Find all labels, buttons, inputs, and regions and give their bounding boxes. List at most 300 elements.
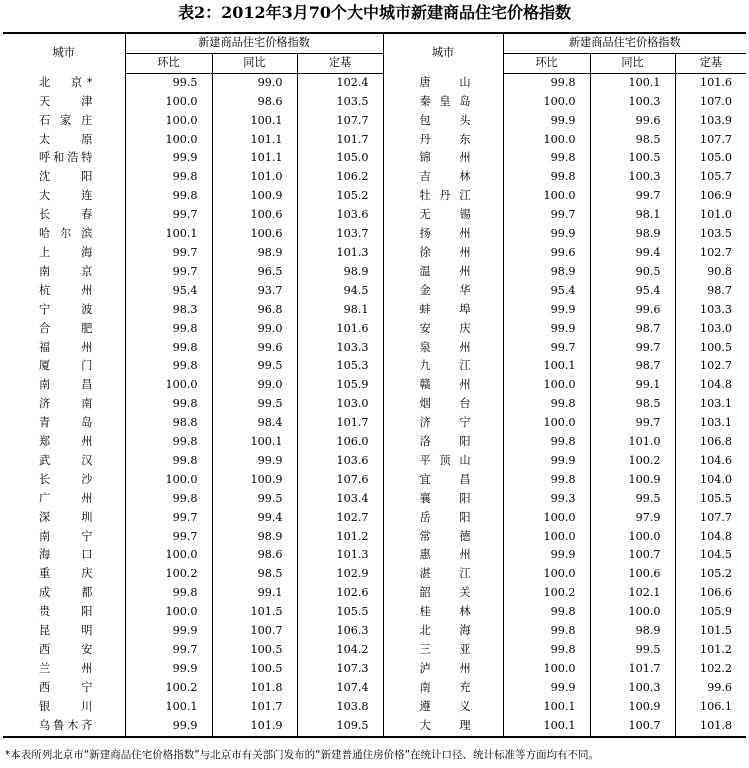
left-mom-cell: 100.2 <box>125 565 212 584</box>
left-yoy-cell: 98.4 <box>212 414 297 433</box>
left-base-cell: 105.9 <box>297 376 383 395</box>
right-mom-cell: 100.0 <box>503 565 590 584</box>
right-base-cell: 105.5 <box>675 490 746 509</box>
right-base-cell: 103.1 <box>675 414 746 433</box>
right-base-cell: 98.7 <box>675 282 746 301</box>
right-city-cell: 温 州 <box>383 263 503 282</box>
left-yoy-cell: 101.5 <box>212 603 297 622</box>
right-mom-cell: 99.8 <box>503 149 590 168</box>
left-mom-cell: 99.8 <box>125 187 212 206</box>
right-yoy-cell: 99.7 <box>590 414 675 433</box>
right-base-cell: 103.1 <box>675 395 746 414</box>
left-city-cell: 天 津 <box>39 94 93 108</box>
right-yoy-cell: 100.5 <box>590 149 675 168</box>
right-mom-cell: 100.1 <box>503 357 590 376</box>
right-yoy-cell: 99.7 <box>590 339 675 358</box>
index-group-header-right: 新建商品住宅价格指数 <box>503 33 746 53</box>
table-row <box>3 187 746 206</box>
right-city-cell: 秦皇岛 <box>383 93 503 112</box>
base-header-left: 定基 <box>297 53 383 73</box>
left-yoy-cell: 99.6 <box>212 339 297 358</box>
right-mom-cell: 100.1 <box>503 717 590 737</box>
left-base-cell: 101.3 <box>297 546 383 565</box>
left-city-cell: 杭 州 <box>39 283 93 297</box>
right-base-cell: 105.9 <box>675 603 746 622</box>
left-yoy-cell: 96.8 <box>212 301 297 320</box>
left-city-cell: 大 连 <box>39 189 93 203</box>
right-yoy-cell: 100.7 <box>590 717 675 737</box>
table-row <box>3 263 746 282</box>
table-row <box>3 357 746 376</box>
city-header-left: 城市 <box>3 33 125 73</box>
left-yoy-cell: 98.9 <box>212 244 297 263</box>
left-base-cell: 102.9 <box>297 565 383 584</box>
right-mom-cell: 100.0 <box>503 93 590 112</box>
right-base-cell: 104.8 <box>675 528 746 547</box>
city-header-right: 城市 <box>383 33 503 73</box>
left-yoy-cell: 99.0 <box>212 320 297 339</box>
left-mom-cell: 100.0 <box>125 471 212 490</box>
left-mom-cell: 99.8 <box>125 168 212 187</box>
left-yoy-cell: 99.5 <box>212 490 297 509</box>
right-mom-cell: 100.0 <box>503 131 590 150</box>
left-yoy-cell: 100.6 <box>212 225 297 244</box>
right-yoy-cell: 97.9 <box>590 509 675 528</box>
left-city-cell: 南 京 <box>39 264 93 278</box>
left-mom-cell: 99.9 <box>125 149 212 168</box>
left-city-cell: 厦 门 <box>39 359 93 373</box>
right-yoy-cell: 100.7 <box>590 546 675 565</box>
right-yoy-cell: 100.9 <box>590 471 675 490</box>
left-mom-cell: 95.4 <box>125 282 212 301</box>
left-base-cell: 102.6 <box>297 584 383 603</box>
right-city-cell: 扬 州 <box>383 225 503 244</box>
left-yoy-cell: 99.0 <box>212 73 297 92</box>
right-yoy-cell: 98.5 <box>590 395 675 414</box>
right-base-cell: 102.2 <box>675 660 746 679</box>
left-mom-cell: 100.0 <box>125 376 212 395</box>
right-yoy-cell: 100.3 <box>590 93 675 112</box>
right-yoy-cell: 98.5 <box>590 131 675 150</box>
right-city-cell: 惠 州 <box>383 546 503 565</box>
right-base-cell: 104.5 <box>675 546 746 565</box>
left-mom-cell: 99.8 <box>125 395 212 414</box>
right-base-cell: 104.0 <box>675 471 746 490</box>
right-yoy-cell: 100.0 <box>590 603 675 622</box>
left-base-cell: 107.6 <box>297 471 383 490</box>
table-row <box>3 73 746 92</box>
right-city-cell: 襄 阳 <box>383 490 503 509</box>
table-title: 表2：2012年3月70个大中城市新建商品住宅价格指数 <box>177 3 572 22</box>
right-mom-cell: 98.9 <box>503 263 590 282</box>
left-mom-cell: 99.7 <box>125 263 212 282</box>
left-yoy-cell: 96.5 <box>212 263 297 282</box>
left-mom-cell: 99.7 <box>125 206 212 225</box>
right-yoy-cell: 99.5 <box>590 490 675 509</box>
right-city-cell: 丹 东 <box>383 131 503 150</box>
left-city-cell: 哈尔滨 <box>39 227 93 241</box>
left-mom-cell: 99.9 <box>125 717 212 737</box>
left-mom-cell: 99.7 <box>125 244 212 263</box>
left-base-cell: 106.3 <box>297 622 383 641</box>
left-yoy-cell: 99.0 <box>212 376 297 395</box>
left-city-cell: 呼和浩特 <box>39 151 93 165</box>
right-yoy-cell: 98.7 <box>590 357 675 376</box>
table-row <box>3 225 746 244</box>
left-yoy-cell: 101.1 <box>212 131 297 150</box>
right-yoy-cell: 99.7 <box>590 187 675 206</box>
right-city-cell: 遵 义 <box>383 698 503 717</box>
table-row <box>3 509 746 528</box>
left-base-cell: 103.6 <box>297 452 383 471</box>
table-row <box>3 244 746 263</box>
right-city-cell: 烟 台 <box>383 395 503 414</box>
right-mom-cell: 99.7 <box>503 339 590 358</box>
right-base-cell: 101.6 <box>675 73 746 92</box>
right-base-cell: 103.5 <box>675 225 746 244</box>
right-mom-cell: 99.9 <box>503 320 590 339</box>
right-city-cell: 牡丹江 <box>383 187 503 206</box>
left-city-cell: 长 春 <box>39 208 93 222</box>
right-mom-cell: 100.0 <box>503 187 590 206</box>
left-base-cell: 103.8 <box>297 698 383 717</box>
left-yoy-cell: 93.7 <box>212 282 297 301</box>
left-city-cell: 沈 阳 <box>39 170 93 184</box>
left-mom-cell: 100.1 <box>125 698 212 717</box>
table-row <box>3 395 746 414</box>
table-row <box>3 603 746 622</box>
right-city-cell: 赣 州 <box>383 376 503 395</box>
right-city-cell: 徐 州 <box>383 244 503 263</box>
table-row <box>3 414 746 433</box>
left-city-cell: 福 州 <box>39 340 93 354</box>
right-mom-cell: 99.9 <box>503 301 590 320</box>
left-city-cell: 长 沙 <box>39 472 93 486</box>
left-city-cell: 海 口 <box>39 548 93 562</box>
right-yoy-cell: 101.7 <box>590 660 675 679</box>
left-mom-cell: 99.8 <box>125 584 212 603</box>
table-row <box>3 641 746 660</box>
right-mom-cell: 99.9 <box>503 225 590 244</box>
left-base-cell: 98.1 <box>297 301 383 320</box>
left-mom-cell: 99.8 <box>125 490 212 509</box>
left-base-cell: 101.2 <box>297 528 383 547</box>
table-row <box>3 282 746 301</box>
left-city-cell: 郑 州 <box>39 435 93 449</box>
right-city-cell: 吉 林 <box>383 168 503 187</box>
base-header-right: 定基 <box>675 53 746 73</box>
left-city-cell: 石家庄 <box>39 113 93 127</box>
right-city-cell: 包 头 <box>383 112 503 131</box>
right-yoy-cell: 100.3 <box>590 168 675 187</box>
left-base-cell: 101.6 <box>297 320 383 339</box>
right-yoy-cell: 99.6 <box>590 301 675 320</box>
right-city-cell: 安 庆 <box>383 320 503 339</box>
left-yoy-cell: 101.0 <box>212 168 297 187</box>
left-base-cell: 94.5 <box>297 282 383 301</box>
right-base-cell: 103.9 <box>675 112 746 131</box>
left-mom-cell: 99.5 <box>125 73 212 92</box>
price-index-table <box>3 32 746 738</box>
left-city-cell: 西 宁 <box>39 680 93 694</box>
right-base-cell: 101.5 <box>675 622 746 641</box>
footnote: *本表所列北京市“新建商品住宅价格指数”与北京市有关部门发布的“新建普通住房价格”在统计口径、统计标准等方面均有不同。 <box>5 749 600 761</box>
left-mom-cell: 99.7 <box>125 641 212 660</box>
left-yoy-cell: 100.1 <box>212 112 297 131</box>
right-yoy-cell: 98.9 <box>590 225 675 244</box>
left-city-cell: 上 海 <box>39 245 93 259</box>
right-city-cell: 锦 州 <box>383 149 503 168</box>
table-row <box>3 433 746 452</box>
right-yoy-cell: 100.0 <box>590 528 675 547</box>
right-base-cell: 100.5 <box>675 339 746 358</box>
left-city-cell: 南 昌 <box>39 378 93 392</box>
left-yoy-cell: 101.1 <box>212 149 297 168</box>
left-base-cell: 106.2 <box>297 168 383 187</box>
right-mom-cell: 99.6 <box>503 244 590 263</box>
left-base-cell: 105.0 <box>297 149 383 168</box>
table-body <box>3 73 746 736</box>
right-city-cell: 常 德 <box>383 528 503 547</box>
left-base-cell: 107.3 <box>297 660 383 679</box>
right-base-cell: 106.9 <box>675 187 746 206</box>
left-mom-cell: 100.0 <box>125 93 212 112</box>
left-city-cell: 贵 阳 <box>39 605 93 619</box>
right-city-cell: 宜 昌 <box>383 471 503 490</box>
table-row <box>3 452 746 471</box>
right-yoy-cell: 100.6 <box>590 565 675 584</box>
left-mom-cell: 100.0 <box>125 112 212 131</box>
table-row <box>3 528 746 547</box>
table-row <box>3 168 746 187</box>
right-city-cell: 蚌 埠 <box>383 301 503 320</box>
left-base-cell: 107.4 <box>297 679 383 698</box>
left-mom-cell: 100.0 <box>125 546 212 565</box>
left-city-cell: 昆 明 <box>39 624 93 638</box>
right-mom-cell: 100.0 <box>503 414 590 433</box>
right-yoy-cell: 98.9 <box>590 622 675 641</box>
left-yoy-cell: 100.1 <box>212 433 297 452</box>
right-mom-cell: 99.3 <box>503 490 590 509</box>
right-city-cell: 南 充 <box>383 679 503 698</box>
left-city-cell: 深 圳 <box>39 510 93 524</box>
right-mom-cell: 99.8 <box>503 168 590 187</box>
right-city-cell: 大 理 <box>383 717 503 737</box>
left-mom-cell: 99.9 <box>125 660 212 679</box>
left-base-cell: 106.0 <box>297 433 383 452</box>
right-base-cell: 106.8 <box>675 433 746 452</box>
left-base-cell: 103.6 <box>297 206 383 225</box>
left-yoy-cell: 98.9 <box>212 528 297 547</box>
index-group-header-left: 新建商品住宅价格指数 <box>125 33 383 53</box>
right-mom-cell: 100.1 <box>503 698 590 717</box>
left-mom-cell: 98.3 <box>125 301 212 320</box>
left-mom-cell: 100.2 <box>125 679 212 698</box>
right-mom-cell: 99.8 <box>503 471 590 490</box>
right-mom-cell: 100.0 <box>503 528 590 547</box>
left-mom-cell: 100.0 <box>125 131 212 150</box>
left-base-cell: 101.7 <box>297 414 383 433</box>
left-city-cell: 合 肥 <box>39 321 93 335</box>
left-mom-cell: 99.8 <box>125 339 212 358</box>
table-row <box>3 301 746 320</box>
left-mom-cell: 98.8 <box>125 414 212 433</box>
left-base-cell: 98.9 <box>297 263 383 282</box>
left-base-cell: 105.5 <box>297 603 383 622</box>
right-mom-cell: 100.2 <box>503 584 590 603</box>
left-yoy-cell: 100.9 <box>212 471 297 490</box>
right-yoy-cell: 99.4 <box>590 244 675 263</box>
right-mom-cell: 95.4 <box>503 282 590 301</box>
left-base-cell: 105.2 <box>297 187 383 206</box>
table-row <box>3 131 746 150</box>
table-row <box>3 622 746 641</box>
right-city-cell: 北 海 <box>383 622 503 641</box>
table-row <box>3 320 746 339</box>
right-city-cell: 金 华 <box>383 282 503 301</box>
right-base-cell: 101.0 <box>675 206 746 225</box>
mom-header-left: 环比 <box>125 53 212 73</box>
right-base-cell: 103.0 <box>675 320 746 339</box>
left-city-cell: 重 庆 <box>39 567 93 581</box>
right-base-cell: 106.1 <box>675 698 746 717</box>
right-yoy-cell: 102.1 <box>590 584 675 603</box>
right-mom-cell: 99.8 <box>503 641 590 660</box>
left-city-cell: 银 川 <box>39 699 93 713</box>
right-mom-cell: 100.0 <box>503 509 590 528</box>
right-yoy-cell: 95.4 <box>590 282 675 301</box>
left-city-cell: 青 岛 <box>39 416 93 430</box>
yoy-header-left: 同比 <box>212 53 297 73</box>
right-yoy-cell: 98.7 <box>590 320 675 339</box>
right-yoy-cell: 99.5 <box>590 641 675 660</box>
yoy-header-right: 同比 <box>590 53 675 73</box>
right-base-cell: 106.6 <box>675 584 746 603</box>
right-base-cell: 104.8 <box>675 376 746 395</box>
left-mom-cell: 99.8 <box>125 433 212 452</box>
right-mom-cell: 100.0 <box>503 376 590 395</box>
left-city-cell: 济 南 <box>39 397 93 411</box>
right-city-cell: 洛 阳 <box>383 433 503 452</box>
left-base-cell: 102.7 <box>297 509 383 528</box>
right-yoy-cell: 101.0 <box>590 433 675 452</box>
left-yoy-cell: 99.5 <box>212 357 297 376</box>
table-row <box>3 584 746 603</box>
right-city-cell: 平顶山 <box>383 452 503 471</box>
right-mom-cell: 99.8 <box>503 603 590 622</box>
right-city-cell: 唐 山 <box>383 73 503 92</box>
right-mom-cell: 99.9 <box>503 679 590 698</box>
right-base-cell: 105.2 <box>675 565 746 584</box>
left-base-cell: 107.7 <box>297 112 383 131</box>
right-city-cell: 韶 关 <box>383 584 503 603</box>
table-row <box>3 698 746 717</box>
left-city-cell: 北 京* <box>39 75 93 89</box>
left-mom-cell: 99.8 <box>125 452 212 471</box>
left-yoy-cell: 98.6 <box>212 93 297 112</box>
table-row <box>3 376 746 395</box>
left-city-cell: 西 安 <box>39 643 93 656</box>
left-city-cell: 广 州 <box>39 491 93 505</box>
table-row <box>3 660 746 679</box>
left-city-cell: 太 原 <box>39 132 93 146</box>
right-yoy-cell: 90.5 <box>590 263 675 282</box>
right-city-cell: 无 锡 <box>383 206 503 225</box>
table-row <box>3 112 746 131</box>
left-mom-cell: 99.9 <box>125 622 212 641</box>
left-base-cell: 104.2 <box>297 641 383 660</box>
right-city-cell: 岳 阳 <box>383 509 503 528</box>
right-base-cell: 101.8 <box>675 717 746 737</box>
left-yoy-cell: 99.9 <box>212 452 297 471</box>
left-base-cell: 103.0 <box>297 395 383 414</box>
right-city-cell: 三 亚 <box>383 641 503 660</box>
left-city-cell: 武 汉 <box>39 453 93 467</box>
left-city-cell: 兰 州 <box>39 661 93 675</box>
table-row <box>3 149 746 168</box>
table-row <box>3 339 746 358</box>
right-city-cell: 泸 州 <box>383 660 503 679</box>
right-mom-cell: 99.7 <box>503 206 590 225</box>
right-mom-cell: 99.8 <box>503 433 590 452</box>
left-yoy-cell: 99.1 <box>212 584 297 603</box>
left-base-cell: 103.3 <box>297 339 383 358</box>
right-base-cell: 105.7 <box>675 168 746 187</box>
right-base-cell: 102.7 <box>675 244 746 263</box>
left-city-cell: 宁 波 <box>39 302 93 316</box>
left-yoy-cell: 101.8 <box>212 679 297 698</box>
left-yoy-cell: 101.9 <box>212 717 297 737</box>
left-yoy-cell: 100.5 <box>212 641 297 660</box>
right-city-cell: 桂 林 <box>383 603 503 622</box>
left-base-cell: 101.7 <box>297 131 383 150</box>
right-mom-cell: 99.8 <box>503 622 590 641</box>
left-mom-cell: 99.7 <box>125 528 212 547</box>
left-base-cell: 103.7 <box>297 225 383 244</box>
right-mom-cell: 99.9 <box>503 546 590 565</box>
table-row <box>3 565 746 584</box>
table-row <box>3 717 746 737</box>
left-city-cell: 成 都 <box>39 586 93 600</box>
right-base-cell: 103.3 <box>675 301 746 320</box>
right-mom-cell: 99.9 <box>503 112 590 131</box>
left-yoy-cell: 101.7 <box>212 698 297 717</box>
left-base-cell: 109.5 <box>297 717 383 737</box>
left-city-cell: 乌鲁木齐 <box>3 717 125 737</box>
left-yoy-cell: 99.5 <box>212 395 297 414</box>
table-row <box>3 546 746 565</box>
right-yoy-cell: 100.1 <box>590 73 675 92</box>
left-yoy-cell: 100.9 <box>212 187 297 206</box>
table-row <box>3 471 746 490</box>
right-yoy-cell: 100.2 <box>590 452 675 471</box>
left-base-cell: 101.3 <box>297 244 383 263</box>
left-mom-cell: 99.8 <box>125 357 212 376</box>
right-yoy-cell: 99.6 <box>590 112 675 131</box>
left-base-cell: 105.3 <box>297 357 383 376</box>
right-base-cell: 107.0 <box>675 93 746 112</box>
right-base-cell: 101.2 <box>675 641 746 660</box>
right-mom-cell: 99.9 <box>503 452 590 471</box>
mom-header-right: 环比 <box>503 53 590 73</box>
left-yoy-cell: 100.7 <box>212 622 297 641</box>
right-base-cell: 107.7 <box>675 131 746 150</box>
right-yoy-cell: 100.3 <box>590 679 675 698</box>
right-base-cell: 107.7 <box>675 509 746 528</box>
right-city-cell: 泉 州 <box>383 339 503 358</box>
right-base-cell: 105.0 <box>675 149 746 168</box>
right-yoy-cell: 98.1 <box>590 206 675 225</box>
